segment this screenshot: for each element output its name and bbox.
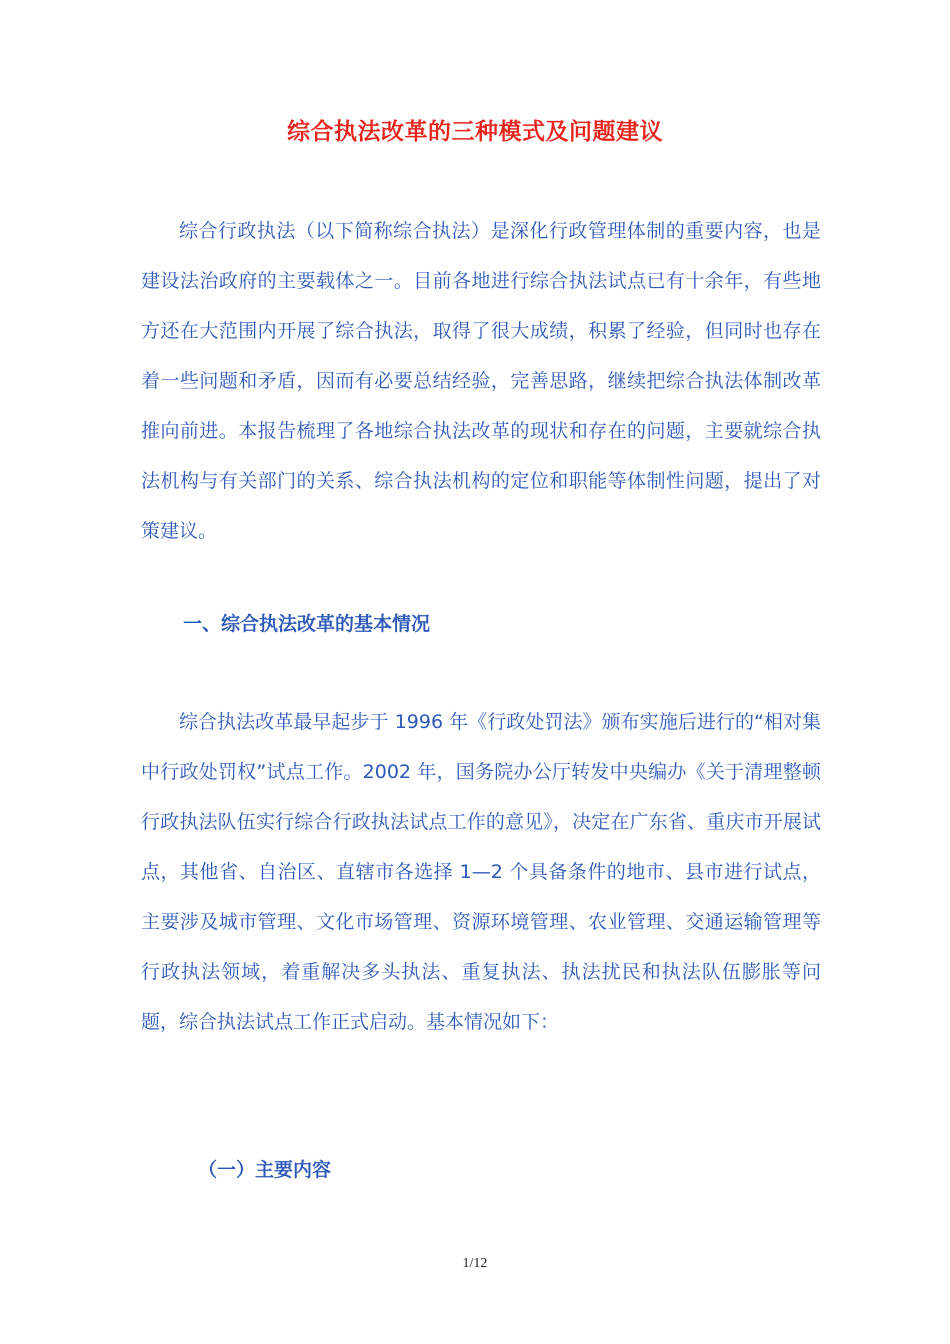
section-heading: 一、综合执法改革的基本情况 [183,613,431,635]
subsection-heading: （一）主要内容 [198,1159,332,1181]
document-title: 综合执法改革的三种模式及问题建议 [287,119,663,145]
intro-paragraph: 综合行政执法（以下简称综合执法）是深化行政管理体制的重要内容，也是建设法治政府的主要载体之一。目前各地进行综合执法试点已有十余年，有些地方还在大范围内开展了综合执法，取得了很大成绩，积累了经验，但同时也存在着一些问题和矛盾，因而有必要总结经验，完善思路，继续把综合执法体制改革推向前进。本报告梳理了各地综合执法改革的现状和存在的问题，主要就综合执法机构与有关部门的关系、综合执法机构的定位和职能等体制性问题，提出了对策建议。 [141,220,821,542]
section-paragraph: 综合执法改革最早起步于 1996 年《行政处罚法》颁布实施后进行的“相对集中行政处罚权”试点工作。2002 年，国务院办公厅转发中央编办《关于清理整顿行政执法队伍实行综合行政执法试点工作的意见》，决定在广东省、重庆市开展试点，其他省、自治区、直辖市各选择 1—2 个具备条件的地市、县市进行试点，主要涉及城市管理、文化市场管理、资源环境管理、农业管理、交通运输管理等行政执法领域，着重解决多头执法、重复执法、执法扰民和执法队伍膨胀等问题，综合执法试点工作正式启动。基本情况如下： [141,711,821,1033]
page-number: 1/12 [462,1256,488,1271]
